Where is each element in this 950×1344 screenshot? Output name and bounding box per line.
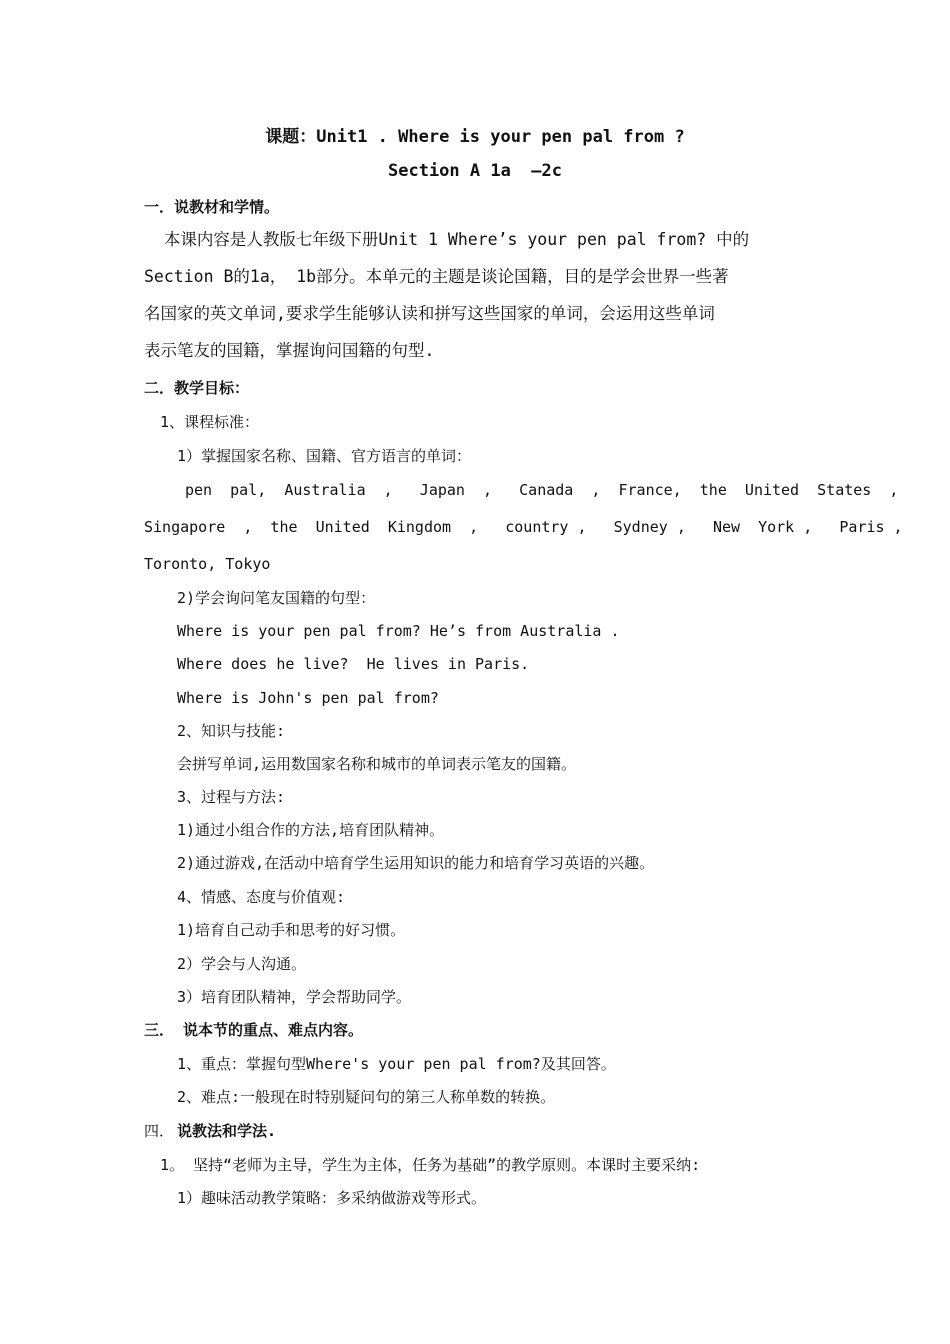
section-1-line-3: 名国家的英文单词,要求学生能够认读和拼写这些国家的单词，会运用这些单词 (144, 304, 715, 323)
course-standard-label: 1、课程标准： (160, 413, 260, 431)
emotion-values-2: 2）学会与人沟通。 (177, 955, 307, 973)
teaching-strategy-1: 1）趣味活动教学策略：多采纳做游戏等形式。 (177, 1189, 487, 1207)
lesson-subtitle: Section A 1a –2c (388, 161, 562, 181)
section-1-line-1: 本课内容是人教版七年级下册Unit 1 Where’s your pen pal from? 中的 (144, 230, 750, 249)
vocab-objective: 1）掌握国家名称、国籍、官方语言的单词： (177, 447, 472, 465)
section-4-number: 四． (144, 1122, 175, 1140)
section-1-heading: 一．说教材和学情。 (144, 198, 280, 216)
section-1-line-4: 表示笔友的国籍，掌握询问国籍的句型. (144, 341, 435, 360)
sentence-2: Where does he live? He lives in Paris. (177, 655, 530, 673)
section-4-heading: 说教法和学法. (177, 1122, 277, 1140)
section-1-line-2: Section B的1a， 1b部分。本单元的主题是谈论国籍，目的是学会世界一些著 (144, 267, 729, 286)
teaching-principle: 1。 坚持“老师为主导，学生为主体，任务为基础”的教学原则。本课时主要采纳: (160, 1156, 701, 1174)
sentence-objective: 2)学会询问笔友国籍的句型： (177, 589, 376, 607)
section-3-heading: 三． 说本节的重点、难点内容。 (144, 1021, 364, 1039)
vocab-line-1: pen pal, Australia , Japan , Canada , France, the United States , (185, 481, 899, 499)
process-method-1: 1)通过小组合作的方法,培育团队精神。 (177, 821, 445, 839)
knowledge-skills-label: 2、知识与技能: (177, 722, 286, 740)
process-method-2: 2)通过游戏,在活动中培育学生运用知识的能力和培育学习英语的兴趣。 (177, 854, 655, 872)
emotion-values-label: 4、情感、态度与价值观: (177, 888, 346, 906)
vocab-line-3: Toronto, Tokyo (144, 555, 271, 573)
sentence-1: Where is your pen pal from? He’s from Australia . (177, 622, 620, 640)
key-point: 1、重点：掌握句型Where's your pen pal from?及其回答。 (177, 1055, 616, 1073)
knowledge-skills-text: 会拼写单词,运用数国家名称和城市的单词表示笔友的国籍。 (177, 755, 577, 773)
difficult-point: 2、难点:一般现在时特别疑问句的第三人称单数的转换。 (177, 1088, 556, 1106)
emotion-values-1: 1)培育自己动手和思考的好习惯。 (177, 921, 406, 939)
process-method-label: 3、过程与方法: (177, 788, 286, 806)
emotion-values-3: 3）培育团队精神，学会帮助同学。 (177, 988, 412, 1006)
section-2-heading: 二．教学目标： (144, 379, 250, 397)
vocab-line-2: Singapore , the United Kingdom , country , Sydney , New York , Paris , (144, 518, 903, 536)
sentence-3: Where is John's pen pal from? (177, 689, 439, 707)
lesson-title: 课题：Unit1 . Where is your pen pal from ? (265, 127, 685, 147)
